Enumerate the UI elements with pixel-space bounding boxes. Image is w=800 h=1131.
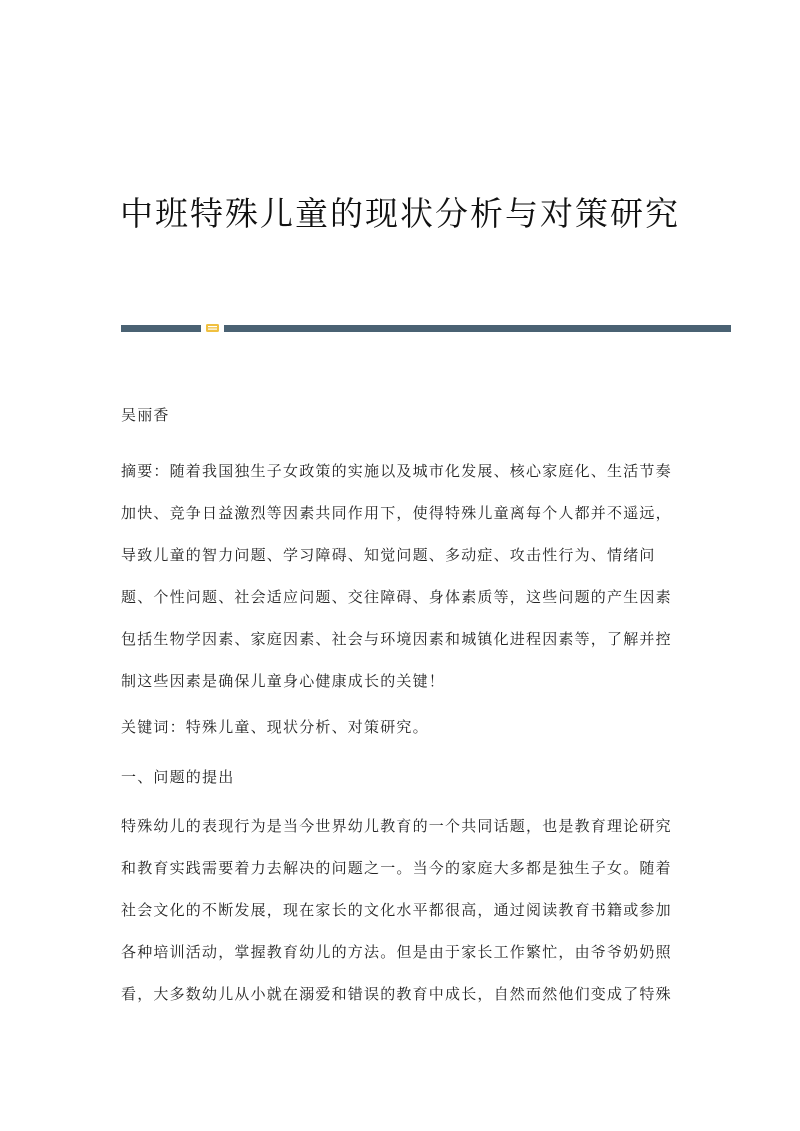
abstract-line: 制这些因素是确保儿童身心健康成长的关键！	[121, 672, 446, 690]
section-heading: 一、问题的提出	[121, 768, 235, 786]
abstract-line: 加快、竞争日益激烈等因素共同作用下，使得特殊儿童离每个人都并不遥远，	[121, 504, 672, 522]
document-title: 中班特殊儿童的现状分析与对策研究	[120, 194, 680, 233]
body-line: 特殊幼儿的表现行为是当今世界幼儿教育的一个共同话题，也是教育理论研究	[121, 817, 672, 835]
body-line: 各种培训活动，掌握教育幼儿的方法。但是由于家长工作繁忙，由爷爷奶奶照	[121, 943, 672, 961]
keywords: 关键词：特殊儿童、现状分析、对策研究。	[121, 718, 429, 736]
body-line: 社会文化的不断发展，现在家长的文化水平都很高，通过阅读教育书籍或参加	[121, 901, 672, 919]
abstract-line: 摘要：随着我国独生子女政策的实施以及城市化发展、核心家庭化、生活节奏	[121, 462, 672, 480]
body-line: 和教育实践需要着力去解决的问题之一。当今的家庭大多都是独生子女。随着	[121, 859, 672, 877]
author-name: 吴丽香	[121, 406, 170, 424]
decorative-emblem-icon	[205, 322, 220, 334]
abstract-line: 包括生物学因素、家庭因素、社会与环境因素和城镇化进程因素等，了解并控	[121, 630, 672, 648]
title-divider-right	[224, 325, 731, 332]
title-divider-left	[121, 325, 201, 332]
abstract-line: 题、个性问题、社会适应问题、交往障碍、身体素质等，这些问题的产生因素	[121, 588, 672, 606]
body-line: 看，大多数幼儿从小就在溺爱和错误的教育中成长，自然而然他们变成了特殊	[121, 985, 672, 1003]
abstract-line: 导致儿童的智力问题、学习障碍、知觉问题、多动症、攻击性行为、情绪问	[121, 546, 656, 564]
